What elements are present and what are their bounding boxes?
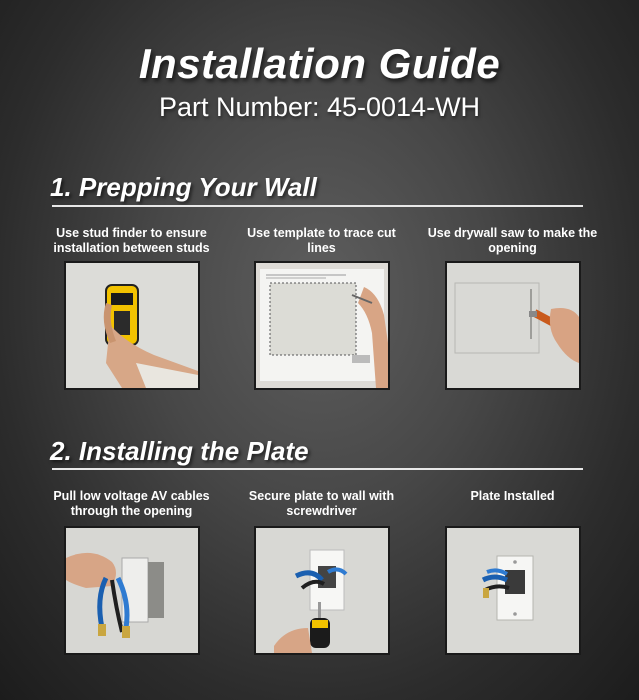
plate-installed-photo bbox=[445, 526, 581, 655]
template-trace-photo bbox=[254, 261, 390, 390]
section-heading-prepping: 1. Prepping Your Wall bbox=[50, 172, 317, 202]
step-caption: Plate Installed bbox=[470, 489, 555, 503]
cables-pull-photo bbox=[64, 526, 200, 655]
drywall-saw-photo bbox=[445, 261, 581, 390]
step-caption: Use stud finder to ensure installation between studs bbox=[53, 226, 210, 255]
step-caption: Pull low voltage AV cables through the opening bbox=[53, 489, 210, 518]
screwdriver-photo bbox=[254, 526, 390, 655]
section-divider bbox=[52, 468, 583, 470]
step-caption: Use drywall saw to make the opening bbox=[427, 226, 598, 255]
step-caption: Use template to trace cut lines bbox=[247, 226, 396, 255]
step-caption: Secure plate to wall with screwdriver bbox=[248, 489, 395, 518]
page-title: Installation Guide bbox=[138, 40, 501, 87]
part-number: Part Number: 45-0014-WH bbox=[158, 92, 481, 122]
section-heading-installing: 2. Installing the Plate bbox=[50, 436, 309, 466]
section-divider bbox=[52, 205, 583, 207]
stud-finder-photo bbox=[64, 261, 200, 390]
